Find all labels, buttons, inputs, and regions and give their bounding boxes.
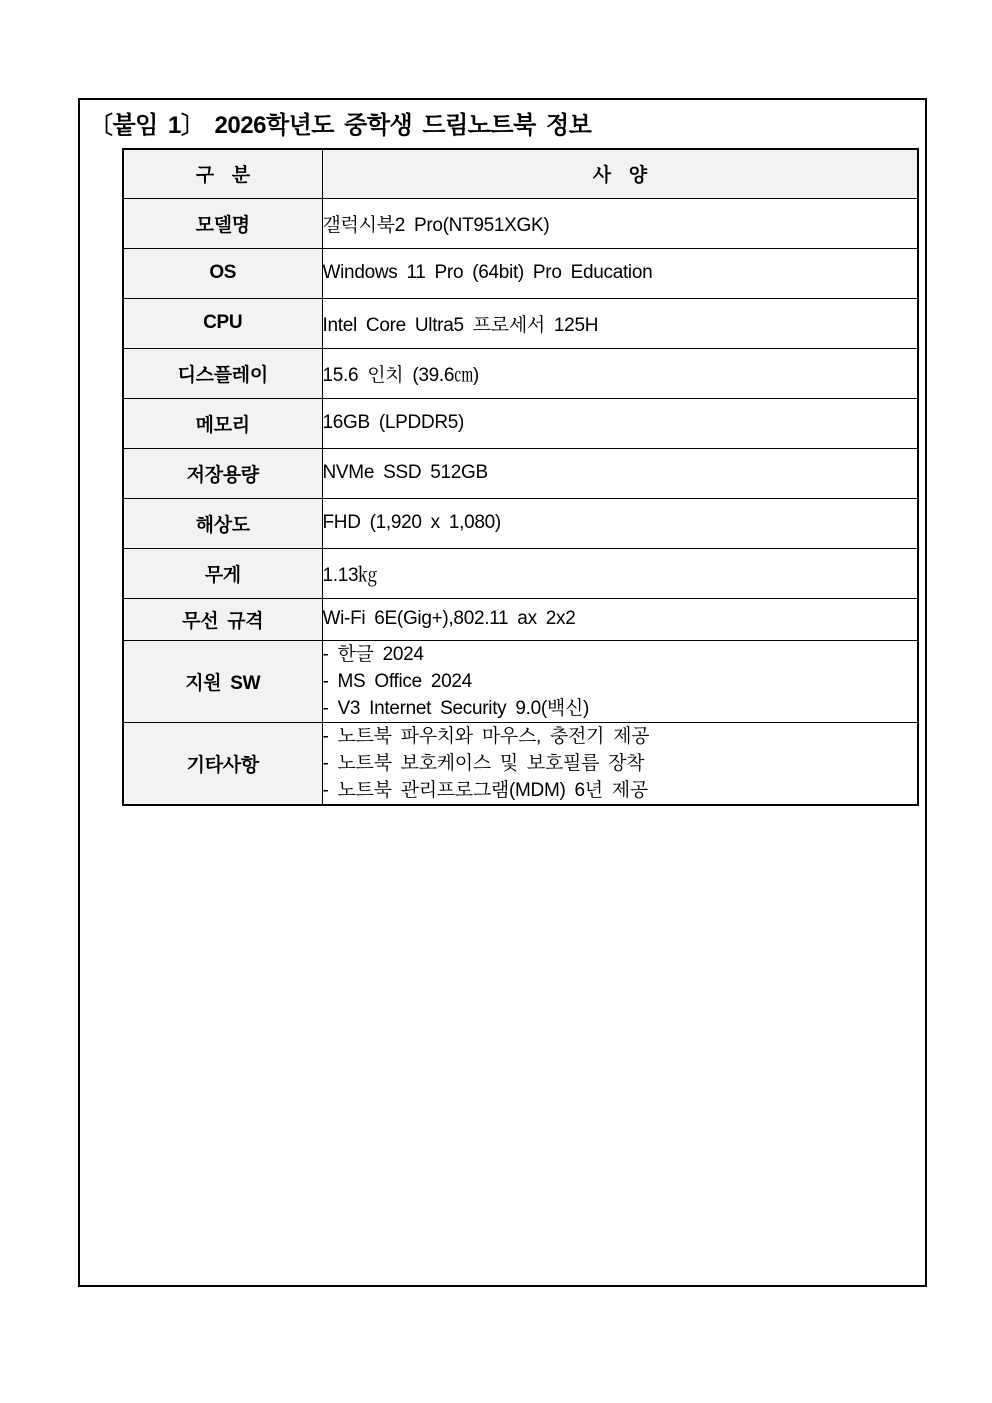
table-row: [123, 498, 918, 548]
row-label: 해상도: [123, 498, 322, 548]
row-label: 지원 SW: [123, 640, 322, 722]
table-row: [123, 298, 918, 348]
row-label: 무게: [123, 548, 322, 598]
row-value: Intel Core Ultra5 프로세서 125H: [322, 298, 918, 348]
row-value: Wi-Fi 6E(Gig+),802.11 ax 2x2: [322, 598, 918, 640]
table-row: [123, 198, 918, 248]
value-line: - 노트북 보호케이스 및 보호필름 장착: [322, 752, 645, 774]
table-row: [123, 248, 918, 298]
table-row: [123, 348, 918, 398]
value-line: - MS Office 2024: [322, 670, 472, 692]
row-label: 메모리: [123, 398, 322, 448]
table-row: [123, 722, 918, 805]
table-header-row: [123, 149, 918, 198]
row-value: 15.6 인치 (39.6㎝): [322, 348, 918, 398]
page-title: 〔붙임 1〕 2026학년도 중학생 드림노트북 정보: [89, 112, 592, 139]
row-value: Windows 11 Pro (64bit) Pro Education: [322, 248, 918, 298]
row-label: 모델명: [123, 198, 322, 248]
value-line: - 노트북 파우치와 마우스, 충전기 제공: [322, 725, 650, 747]
row-label: 저장용량: [123, 448, 322, 498]
value-line: - 한글 2024: [322, 643, 424, 665]
row-label: 무선 규격: [123, 598, 322, 640]
header-category: 구 분: [123, 149, 322, 198]
row-value: FHD (1,920 x 1,080): [322, 498, 918, 548]
row-label: 기타사항: [123, 722, 322, 805]
row-value: NVMe SSD 512GB: [322, 448, 918, 498]
row-label: OS: [123, 248, 322, 298]
row-value: 16GB (LPDDR5): [322, 398, 918, 448]
row-value: 갤럭시북2 Pro(NT951XGK): [322, 198, 918, 248]
row-label: CPU: [123, 298, 322, 348]
table-row: [123, 640, 918, 722]
table-row: [123, 448, 918, 498]
row-label: 디스플레이: [123, 348, 322, 398]
row-value: [322, 722, 918, 805]
header-specification: 사 양: [322, 149, 918, 198]
spec-table: [122, 148, 919, 806]
value-line: - 노트북 관리프로그램(MDM) 6년 제공: [322, 779, 648, 801]
table-row: [123, 398, 918, 448]
row-value: 1.13㎏: [322, 548, 918, 598]
table-row: [123, 548, 918, 598]
document-frame: [78, 98, 927, 1287]
value-line: - V3 Internet Security 9.0(백신): [322, 697, 590, 719]
table-row: [123, 598, 918, 640]
row-value: [322, 640, 918, 722]
spec-table-body: [123, 198, 918, 805]
